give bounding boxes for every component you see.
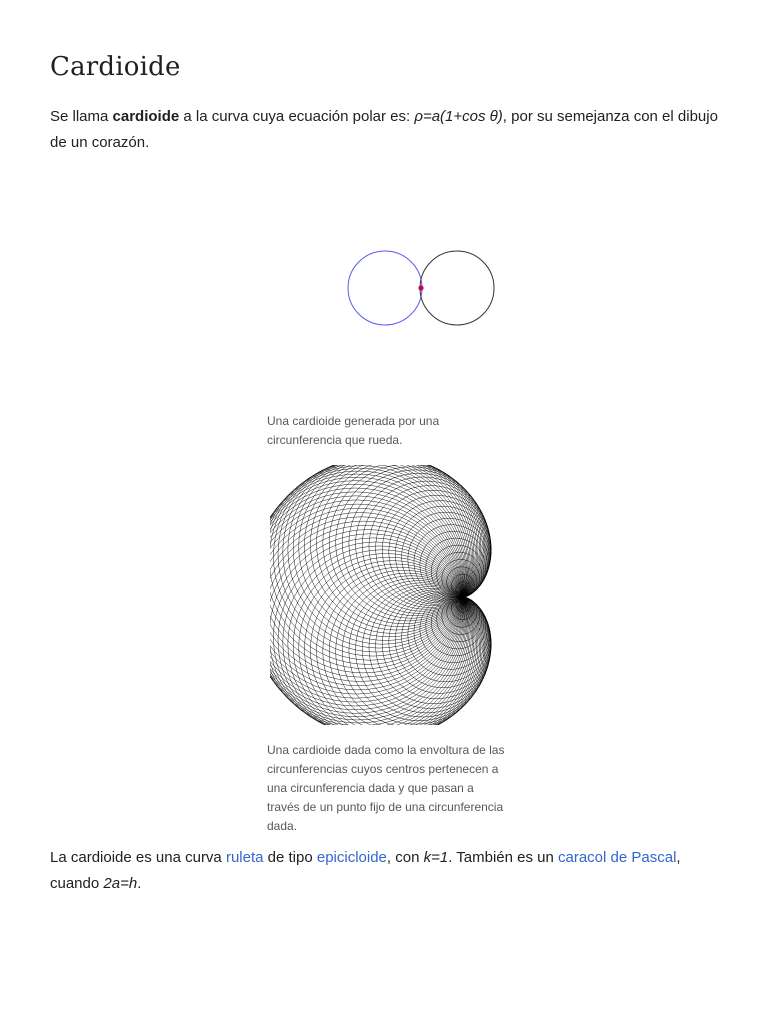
polar-equation: ρ=a(1+cos θ) [414, 108, 503, 125]
condition-2a-h: 2a=h [103, 875, 138, 892]
page-title: Cardioide [50, 52, 181, 82]
fixed-circle [420, 251, 494, 325]
tracing-point [418, 285, 423, 290]
envelope-circle [278, 465, 474, 652]
intro-paragraph [50, 104, 720, 156]
link-epicicloide[interactable]: epicicloide [316, 849, 387, 866]
intro-text-2: a la curva cuya ecuación polar es: [179, 108, 415, 125]
envelope-circle [273, 465, 472, 656]
closing-text-5: , cuando [50, 849, 681, 892]
envelope-circle [270, 465, 470, 664]
envelope-figure [270, 465, 500, 725]
figure1-caption: Una cardioide generada por una circunferencia que rueda. [267, 414, 440, 447]
closing-text-4: . También es un [448, 849, 558, 866]
closing-paragraph [50, 845, 720, 897]
term-cardioide: cardioide [112, 108, 180, 125]
intro-text-3: , por su semejanza con el dibujo de un corazón. [50, 108, 718, 151]
rolling-circle-figure [335, 240, 505, 340]
closing-text-2: de tipo [263, 849, 317, 866]
envelope-circle [299, 557, 480, 725]
k-equals-1: k=1 [423, 849, 449, 866]
closing-text-3: , con [386, 849, 424, 866]
closing-text-1: La cardioide es una curva [50, 849, 226, 866]
intro-text-1: Se llama [50, 108, 113, 125]
link-ruleta[interactable]: ruleta [225, 849, 264, 866]
rolling-circle [348, 251, 422, 325]
closing-text-6: . [137, 875, 142, 892]
figure2-caption: Una cardioide dada como la envoltura de las circunferencias cuyos centros pertenecen a una circunferencia dada y que pasan a través de un punto fijo de una circunferencia dada. [267, 743, 505, 833]
link-caracol-de-pascal[interactable]: caracol de Pascal [558, 849, 677, 866]
envelope-circle [278, 542, 474, 725]
